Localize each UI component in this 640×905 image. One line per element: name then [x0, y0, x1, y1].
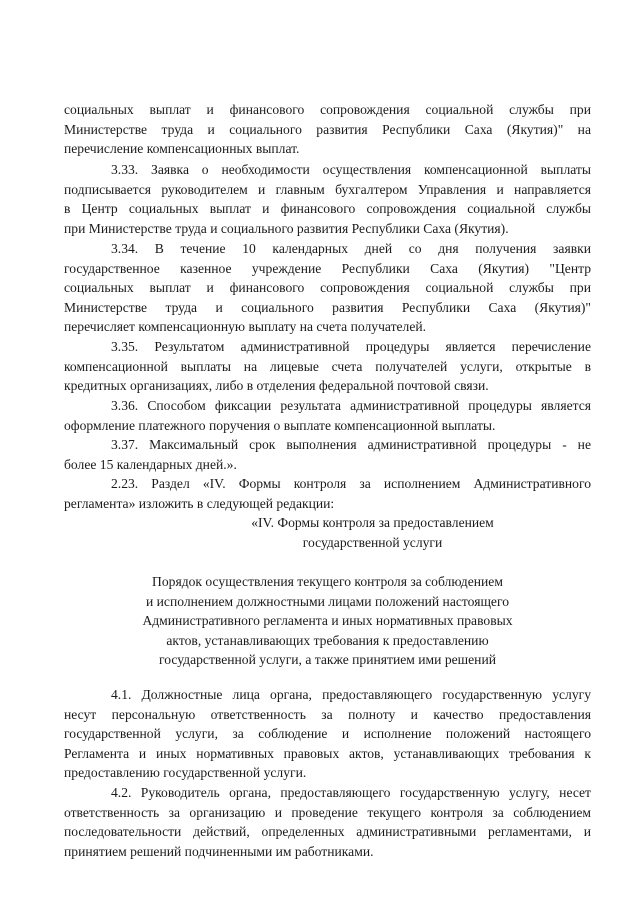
text-line: ответственность за организацию и проведение текущего контроля за соблюдением — [64, 804, 591, 820]
text-line: кредитных организациях, либо в отделения федеральной почтовой связи. — [64, 378, 489, 394]
heading-line: Порядок осуществления текущего контроля за соблюдением — [152, 574, 503, 589]
paragraph-3-35 — [64, 337, 591, 396]
text-line: государственное казенное учреждение Республики Саха (Якутия) "Центр — [64, 260, 591, 276]
text-line: государственной услуги, за соблюдение и исполнение положений настоящего — [64, 726, 591, 742]
paragraph-3-34 — [64, 239, 591, 337]
heading-line: Административного регламента и иных нормативных правовых — [142, 613, 513, 629]
text-line: предоставлению государственной услуги. — [64, 765, 307, 781]
text-line: подписывается руководителем и главным бухгалтером Управления и направляется — [64, 181, 591, 197]
text-line: принятием решений подчиненными им работниками. — [64, 843, 374, 859]
text-line: 3.37. Максимальный срок выполнения административной процедуры - не — [111, 437, 591, 452]
text-line: 2.23. Раздел «IV. Формы контроля за исполнением Административного — [111, 476, 591, 491]
paragraph-4-1 — [64, 685, 591, 783]
heading-line: государственной услуги, а также принятием ими решений — [159, 652, 496, 668]
text-line: при Министерстве труда и социального развития Республики Саха (Якутия). — [64, 220, 509, 236]
text-line: социальных выплат и финансового сопровождения социальной службы при — [64, 280, 591, 296]
text-line: более 15 календарных дней.». — [64, 456, 237, 472]
paragraph-continuation — [64, 100, 591, 159]
text-line: в Центр социальных выплат и финансового сопровождения социальной службы — [64, 201, 591, 217]
text-line: социальных выплат и финансового сопровождения социальной службы при — [64, 102, 591, 117]
heading-line: и исполнением должностными лицами положений настоящего — [145, 593, 509, 609]
text-line: несут персональную ответственность за полноту и качество предоставления — [64, 706, 591, 722]
text-line: регламента» изложить в следующей редакции: — [64, 495, 335, 511]
text-line: 4.2. Руководитель органа, предоставляющего государственную услугу, несет — [111, 785, 591, 800]
text-line: перечисление компенсационных выплат. — [64, 141, 300, 157]
text-line: 3.36. Способом фиксации результата административной процедуры является — [111, 398, 591, 413]
heading-line: «IV. Формы контроля за предоставлением — [251, 515, 494, 530]
heading-line: актов, устанавливающих требования к предоставлению — [166, 632, 489, 648]
text-line: перечисляет компенсационную выплату на счета получателей. — [64, 319, 427, 335]
text-line: Министерстве труда и социального развития Республики Саха (Якутия)" — [64, 299, 591, 315]
text-line: Министерстве труда и социального развития Республики Саха (Якутия)" на — [64, 121, 591, 137]
paragraph-3-33 — [64, 160, 591, 238]
text-line: Регламента и иных нормативных правовых актов, устанавливающих требования к — [64, 745, 591, 761]
text-line: оформление платежного поручения о выплате компенсационной выплаты. — [64, 417, 496, 433]
paragraph-2-23 — [64, 474, 591, 513]
text-line: 3.35. Результатом административной процедуры является перечисление — [111, 339, 591, 354]
paragraph-4-2 — [64, 783, 591, 861]
paragraph-3-36 — [64, 396, 591, 435]
heading-line: государственной услуги — [302, 534, 443, 550]
text-line: 3.34. В течение 10 календарных дней со дня получения заявки — [111, 241, 591, 256]
paragraph-3-37 — [64, 435, 591, 474]
section-heading — [148, 513, 597, 552]
text-line: компенсационной выплаты на лицевые счета получателей услуги, открытые в — [64, 358, 591, 374]
subsection-heading — [64, 572, 591, 670]
text-line: последовательности действий, определенных административными регламентами, и — [64, 824, 591, 840]
text-line: 3.33. Заявка о необходимости осуществления компенсационной выплаты — [111, 162, 591, 177]
text-line: 4.1. Должностные лица органа, предоставляющего государственную услугу — [111, 687, 591, 702]
